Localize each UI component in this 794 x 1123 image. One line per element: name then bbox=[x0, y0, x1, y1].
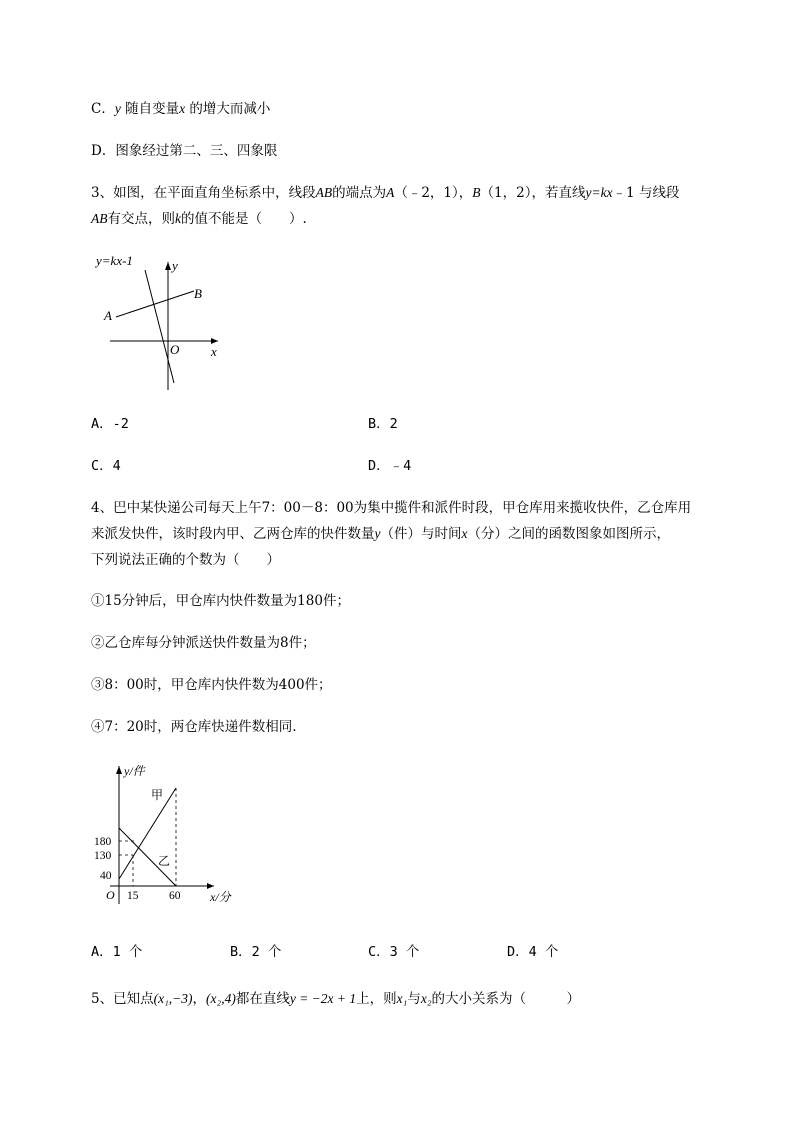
q3-figure bbox=[90, 250, 230, 395]
q4-label-yi: 乙 bbox=[158, 854, 171, 868]
q5-text: 5、已知点(x₁,−3)，(x₂,4)都在直线y = −2x + 1上，则x₁与x₂的大小关系为（ ） bbox=[91, 991, 581, 1007]
q3-y-label: y bbox=[172, 258, 178, 273]
q4-label-jia: 甲 bbox=[151, 788, 164, 802]
q3-option-d[interactable]: D．﹣4 bbox=[368, 458, 412, 474]
q3-point-a: A bbox=[104, 308, 112, 323]
q3-segment-ab bbox=[116, 291, 194, 317]
q4-xtick-60: 60 bbox=[169, 890, 181, 902]
q3-option-b[interactable]: B．2 bbox=[368, 416, 398, 432]
q4-statement-1: ①15分钟后，甲仓库内快件数量为180件； bbox=[91, 593, 350, 609]
q4-statement-3: ③8：00时，甲仓库内快件数为400件； bbox=[91, 677, 332, 693]
q4-option-d[interactable]: D．4 个 bbox=[507, 944, 559, 960]
q3-point-b: B bbox=[194, 286, 202, 301]
q3-origin: O bbox=[170, 342, 180, 357]
q4-statement-2: ②乙仓库每分钟派送快件数量为8件； bbox=[91, 635, 316, 651]
q4-text-line3: 下列说法正确的个数为（ ） bbox=[91, 552, 280, 568]
q3-x-label: x bbox=[211, 344, 217, 359]
option-c-prev: C．y 随自变量x 的增大而减小 bbox=[91, 101, 271, 117]
q4-statement-4: ④7：20时，两仓库快递件数相同. bbox=[91, 719, 297, 735]
q3-y-arrow bbox=[165, 262, 171, 270]
q4-origin: O bbox=[106, 888, 115, 902]
q4-option-b[interactable]: B．2 个 bbox=[230, 944, 282, 960]
q4-figure bbox=[90, 758, 270, 908]
q4-ytick-130: 130 bbox=[94, 850, 112, 862]
q4-x-arrow bbox=[207, 883, 214, 889]
q3-line-kx bbox=[145, 270, 174, 383]
q4-ytick-40: 40 bbox=[100, 870, 112, 882]
option-d-prev: D．图象经过第二、三、四象限 bbox=[91, 143, 278, 159]
q4-y-label: y/件 bbox=[124, 764, 145, 778]
q4-xtick-15: 15 bbox=[127, 890, 139, 902]
q4-ytick-180: 180 bbox=[94, 836, 112, 848]
q3-text-line2: AB有交点，则k的值不能是（ ）. bbox=[91, 211, 307, 227]
q3-text-line1: 3、如图，在平面直角坐标系中，线段AB的端点为A（﹣2，1），B（1，2），若直线y=kx﹣1 与线段 bbox=[91, 185, 680, 201]
q4-option-a[interactable]: A．1 个 bbox=[91, 944, 143, 960]
q3-option-c[interactable]: C．4 bbox=[91, 458, 121, 474]
q4-option-c[interactable]: C．3 个 bbox=[368, 944, 420, 960]
q4-text-line2: 来派发快件，该时段内甲、乙两仓库的快件数量y（件）与时间x（分）之间的函数图象如图所示， bbox=[91, 526, 670, 542]
q4-x-label: x/分 bbox=[210, 890, 231, 904]
q3-line-label: y=kx-1 bbox=[96, 253, 133, 268]
q3-option-a[interactable]: A．-2 bbox=[91, 416, 129, 432]
q4-text-line1: 4、巴中某快递公司每天上午7：00－8：00为集中揽件和派件时段，甲仓库用来揽收快件，乙仓库用 bbox=[91, 500, 692, 516]
q4-y-arrow bbox=[116, 766, 122, 774]
